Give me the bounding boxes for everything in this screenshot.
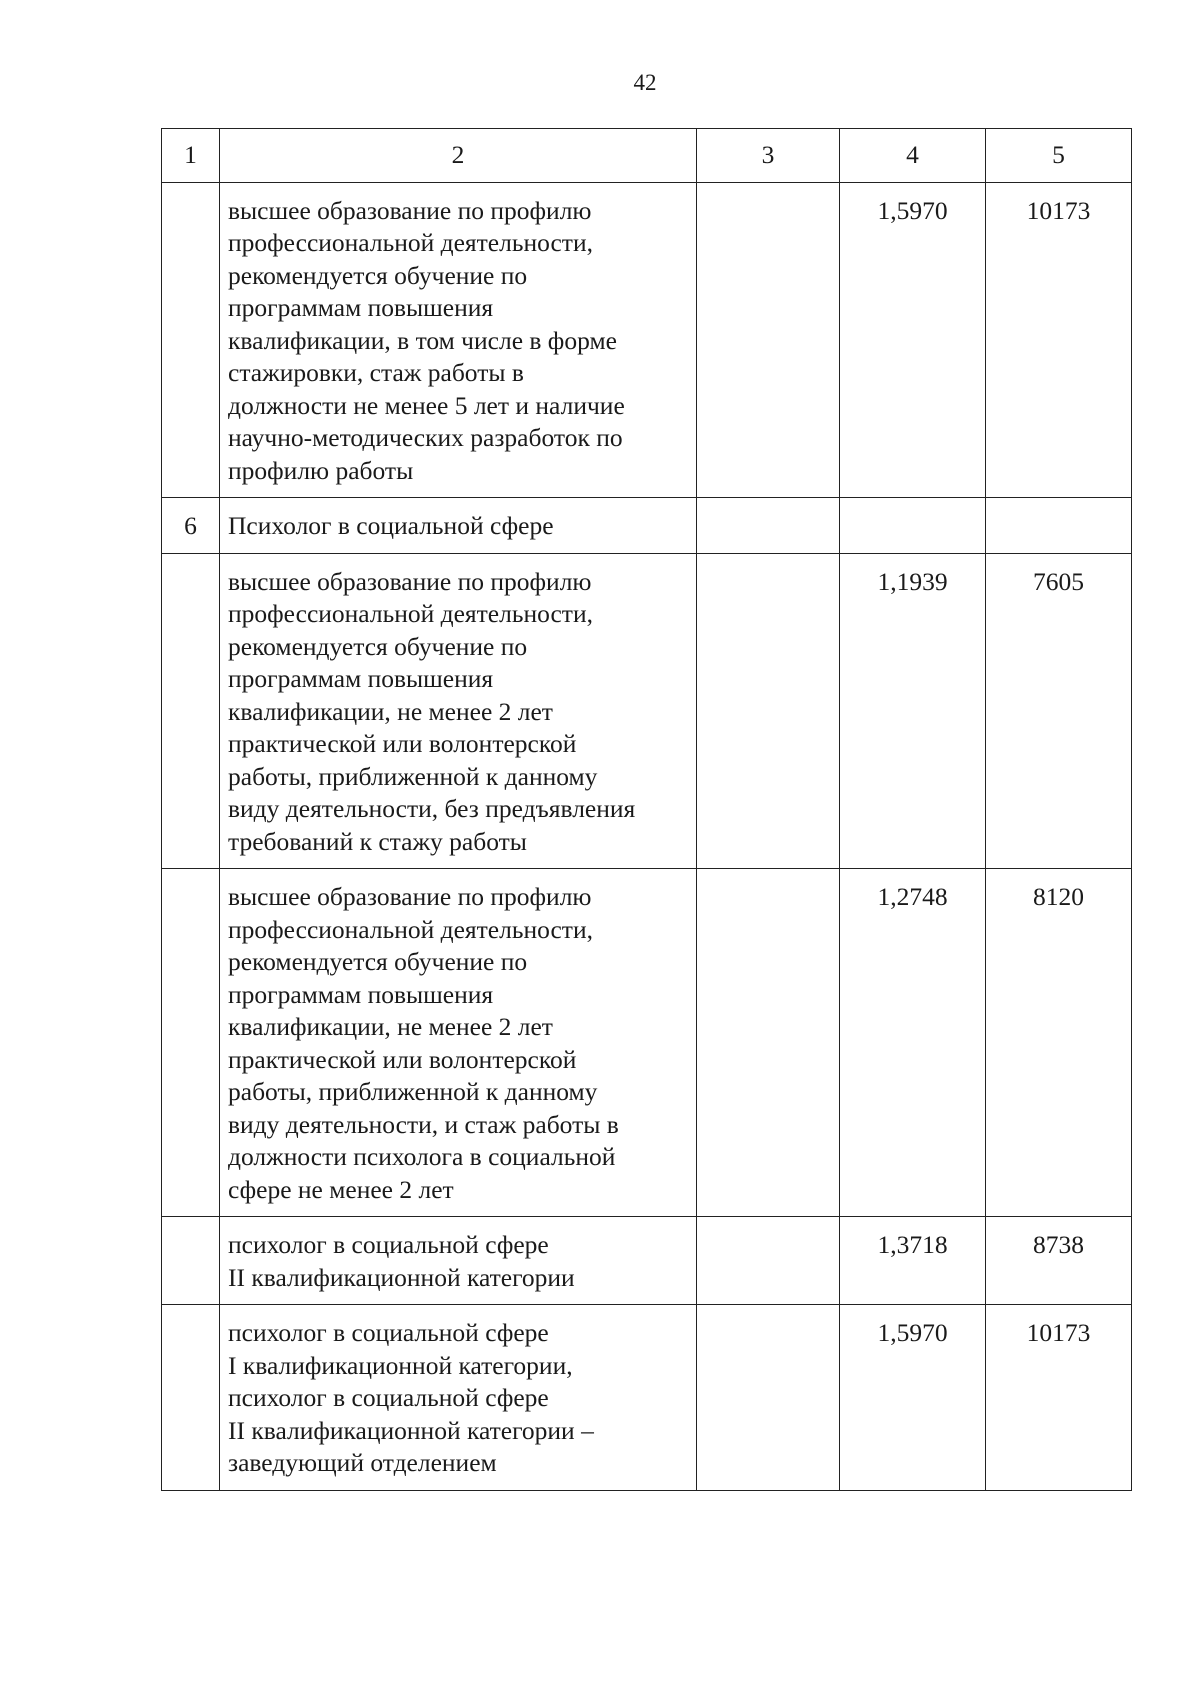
salary-cell: 7605	[986, 553, 1132, 869]
salary-table	[161, 128, 1132, 1491]
header-cell-1: 1	[162, 129, 220, 183]
row-number-cell	[162, 553, 220, 869]
table-row	[162, 869, 1132, 1217]
column-3-cell	[697, 553, 840, 869]
coefficient-cell: 1,2748	[840, 869, 986, 1217]
header-cell-3: 3	[697, 129, 840, 183]
table-row	[162, 1217, 1132, 1305]
row-number-cell	[162, 869, 220, 1217]
qualification-requirements-cell: высшее образование по профилю профессиональной деятельности, рекомендуется обучение по программам повышения квалификации, не менее 2 лет практической или волонтерской работы, приближенной к данному виду деятельности, без предъявления требований к стажу работы	[220, 553, 697, 869]
qualification-category-cell: психолог в социальной сфере I квалификационной категории, психолог в социальной сфере II квалификационной категории – заведующий отделением	[220, 1305, 697, 1491]
qualification-requirements-cell: высшее образование по профилю профессиональной деятельности, рекомендуется обучение по программам повышения квалификации, не менее 2 лет практической или волонтерской работы, приближенной к данному виду деятельности, и стаж работы в должности психолога в социальной сфере не менее 2 лет	[220, 869, 697, 1217]
salary-cell: 10173	[986, 1305, 1132, 1491]
qualification-category-cell: психолог в социальной сфере II квалификационной категории	[220, 1217, 697, 1305]
row-number-cell: 6	[162, 498, 220, 554]
coefficient-cell: 1,5970	[840, 1305, 986, 1491]
salary-cell: 8120	[986, 869, 1132, 1217]
column-3-cell	[697, 1305, 840, 1491]
row-number-cell	[162, 182, 220, 498]
coefficient-cell: 1,1939	[840, 553, 986, 869]
column-3-cell	[697, 1217, 840, 1305]
page-number: 42	[633, 70, 657, 95]
table-row	[162, 1305, 1132, 1491]
column-3-cell	[697, 498, 840, 554]
table-row	[162, 553, 1132, 869]
column-3-cell	[697, 869, 840, 1217]
salary-cell	[986, 498, 1132, 554]
header-cell-2: 2	[220, 129, 697, 183]
coefficient-cell: 1,3718	[840, 1217, 986, 1305]
position-title-cell: Психолог в социальной сфере	[220, 498, 697, 554]
salary-cell: 8738	[986, 1217, 1132, 1305]
table-row	[162, 182, 1132, 498]
coefficient-cell: 1,5970	[840, 182, 986, 498]
row-number-cell	[162, 1217, 220, 1305]
qualification-requirements-cell: высшее образование по профилю профессиональной деятельности, рекомендуется обучение по программам повышения квалификации, в том числе в форме стажировки, стаж работы в должности не менее 5 лет и наличие научно-методических разработок по профилю работы	[220, 182, 697, 498]
row-number-cell	[162, 1305, 220, 1491]
column-3-cell	[697, 182, 840, 498]
salary-cell: 10173	[986, 182, 1132, 498]
table-row	[162, 498, 1132, 554]
table-header-row	[162, 129, 1132, 183]
header-cell-4: 4	[840, 129, 986, 183]
header-cell-5: 5	[986, 129, 1132, 183]
coefficient-cell	[840, 498, 986, 554]
